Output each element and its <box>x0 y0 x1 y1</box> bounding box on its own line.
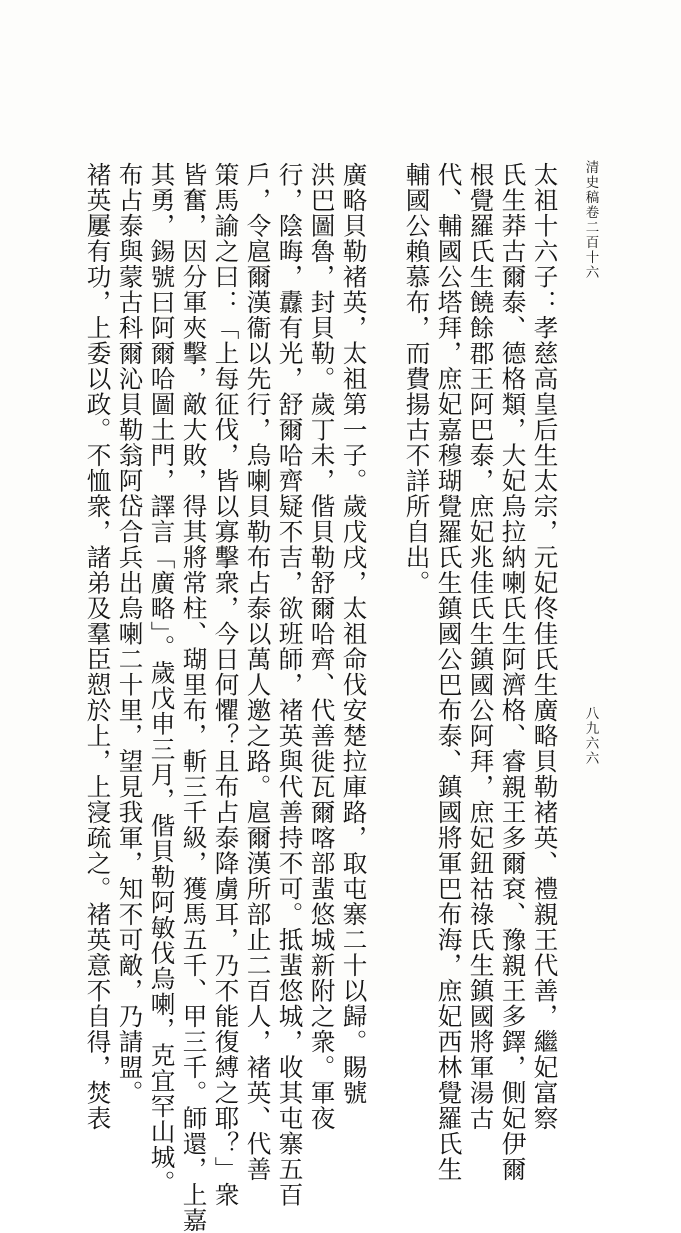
text-column: 策馬諭之曰：「上每征伐，皆以寡擊衆，今日何懼？且布占泰降虜耳，乃不能復縛之耶？」衆 <box>211 162 241 1208</box>
text-column: 布占泰與蒙古科爾沁貝勒翁阿岱合兵出烏喇二十里，望見我軍，知不可敵，乃請盟。 <box>115 162 145 1106</box>
text-column: 戶，令扈爾漢衞以先行，烏喇貝勒布占泰以萬人邀之路。扈爾漢所部止二百人，褚英、代善 <box>243 162 273 1182</box>
text-column: 皆奮，因分軍夾擊，敵大敗，得其將常柱、瑚里布，斬三千級，獲馬五千、甲三千。師還，上嘉 <box>179 162 209 1233</box>
text-column: 輔國公賴慕布，而費揚古不詳所自出。 <box>402 162 432 596</box>
text-column: 洪巴圖魯，封貝勒。歲丁未，偕貝勒舒爾哈齊、代善徙瓦爾喀部蜚悠城新附之衆。軍夜 <box>307 162 337 1131</box>
text-column: 代、輔國公塔拜，庶妃嘉穆瑚覺羅氏生鎮國公巴布泰、鎮國將軍巴布海，庶妃西林覺羅氏生 <box>434 162 464 1182</box>
text-column: 其勇，錫號曰阿爾哈圖土門，譯言「廣略」。歲戊申三月，偕貝勒阿敏伐烏喇，克宜罕山城。 <box>147 162 177 1196</box>
text-column: 太祖十六子：孝慈高皇后生太宗，元妃佟佳氏生廣略貝勒褚英、禮親王代善，繼妃富察 <box>530 162 560 1131</box>
running-title: 清史稿卷二百十六 <box>582 160 599 280</box>
text-column: 氏生莽古爾泰、德格類，大妃烏拉納喇氏生阿濟格、睿親王多爾袞、豫親王多鐸，側妃伊爾 <box>498 162 528 1182</box>
page-number: 八九六六 <box>582 706 599 766</box>
text-column: 行，陰晦，纛有光，舒爾哈齊疑不吉，欲班師，褚英與代善持不可。抵蜚悠城，收其屯寨五百 <box>275 162 305 1208</box>
text-column: 褚英屢有功，上委以政。不恤衆，諸弟及羣臣愬於上，上寖疏之。褚英意不自得，焚表 <box>83 162 113 1131</box>
text-column: 廣略貝勒褚英，太祖第一子。歲戊戌，太祖命伐安楚拉庫路，取屯寨二十以歸。賜號 <box>339 162 369 1106</box>
text-column: 根覺羅氏生饒餘郡王阿巴泰，庶妃兆佳氏生鎮國公阿拜，庶妃鈕祜祿氏生鎮國將軍湯古 <box>466 162 496 1131</box>
